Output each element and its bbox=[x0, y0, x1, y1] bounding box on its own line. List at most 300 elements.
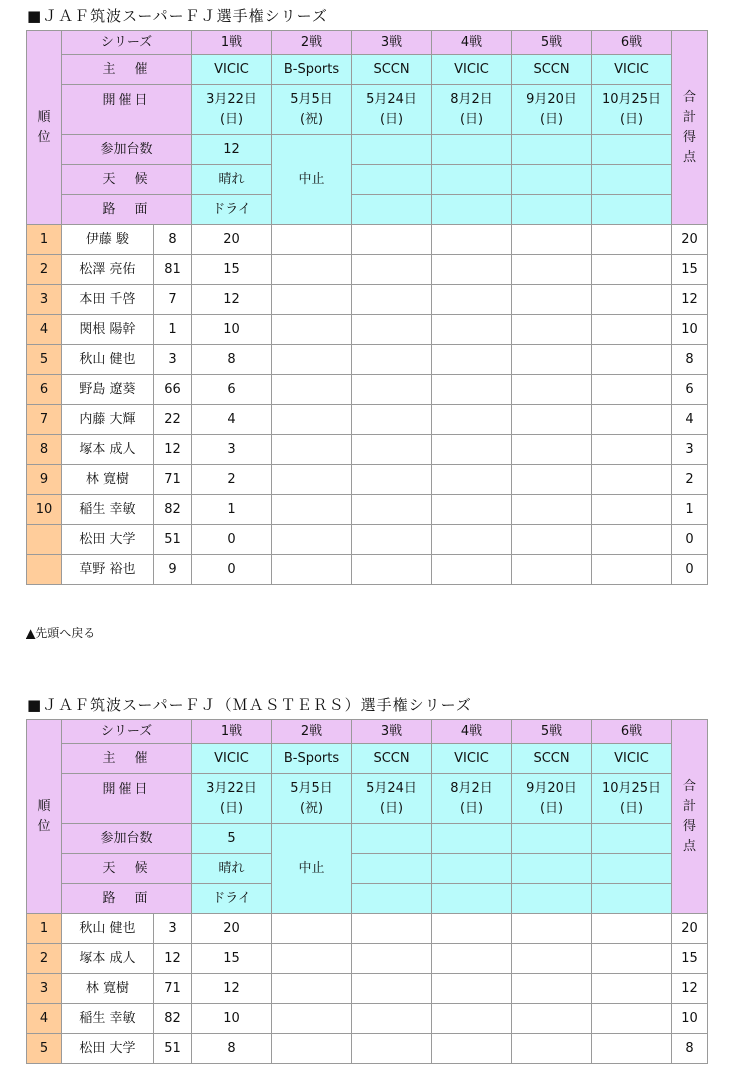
table-row bbox=[27, 914, 708, 944]
round1-points: 0 bbox=[192, 525, 272, 555]
empty-points-cell bbox=[592, 345, 672, 375]
empty-points-cell bbox=[352, 375, 432, 405]
back-to-top-label: 先頭へ戻る bbox=[35, 626, 96, 640]
empty-points-cell bbox=[512, 555, 592, 585]
empty-points-cell bbox=[352, 345, 432, 375]
empty-points-cell bbox=[272, 285, 352, 315]
driver-name: 野島 遼葵 bbox=[62, 375, 154, 405]
round-date-cell bbox=[272, 774, 352, 824]
rank-cell: 5 bbox=[27, 345, 62, 375]
empty-points-cell bbox=[352, 555, 432, 585]
round1-points: 10 bbox=[192, 1004, 272, 1034]
driver-name: 伊藤 駿 bbox=[62, 225, 154, 255]
empty-points-cell bbox=[272, 914, 352, 944]
empty-points-cell bbox=[352, 974, 432, 1004]
round1-surface: ドライ bbox=[192, 884, 272, 914]
driver-name: 内藤 大輝 bbox=[62, 405, 154, 435]
empty-header-cell bbox=[592, 854, 672, 884]
total-points: 12 bbox=[672, 974, 708, 1004]
round1-points: 1 bbox=[192, 495, 272, 525]
table-row bbox=[27, 285, 708, 315]
round-day: (日) bbox=[539, 800, 564, 816]
empty-points-cell bbox=[592, 525, 672, 555]
rank-header-char: 順 bbox=[37, 109, 51, 125]
empty-points-cell bbox=[432, 405, 512, 435]
section-title-super-fj-masters: ■ＪＡＦ筑波スーパーＦＪ（ＭＡＳＴＥＲＳ）選手権シリーズ bbox=[27, 696, 472, 714]
round-organizer: VICIC bbox=[592, 55, 672, 85]
car-number: 8 bbox=[154, 225, 192, 255]
round1-points: 6 bbox=[192, 375, 272, 405]
empty-points-cell bbox=[272, 435, 352, 465]
round-date: 5月24日 bbox=[366, 780, 417, 796]
round1-points: 12 bbox=[192, 974, 272, 1004]
empty-header-cell bbox=[592, 195, 672, 225]
empty-points-cell bbox=[592, 974, 672, 1004]
empty-points-cell bbox=[272, 1004, 352, 1034]
rank-cell: 4 bbox=[27, 315, 62, 345]
table-row bbox=[27, 1034, 708, 1064]
table-row bbox=[27, 944, 708, 974]
empty-points-cell bbox=[512, 1004, 592, 1034]
total-header-char: 得 bbox=[683, 818, 697, 834]
table-row bbox=[27, 525, 708, 555]
total-points: 12 bbox=[672, 285, 708, 315]
weather-label: 天 候 bbox=[62, 854, 192, 884]
driver-name: 林 寛樹 bbox=[62, 974, 154, 1004]
empty-points-cell bbox=[352, 255, 432, 285]
weather-label: 天 候 bbox=[62, 165, 192, 195]
round-name: 4戦 bbox=[432, 720, 512, 744]
empty-points-cell bbox=[592, 465, 672, 495]
rank-cell: 6 bbox=[27, 375, 62, 405]
round-day: (祝) bbox=[299, 800, 324, 816]
empty-points-cell bbox=[512, 345, 592, 375]
round-name: 2戦 bbox=[272, 720, 352, 744]
round-day: (日) bbox=[219, 800, 244, 816]
table-row bbox=[27, 405, 708, 435]
back-to-top-link[interactable] bbox=[26, 624, 95, 641]
total-points: 2 bbox=[672, 465, 708, 495]
table-row bbox=[27, 255, 708, 285]
round-date-cell bbox=[192, 774, 272, 824]
empty-points-cell bbox=[512, 525, 592, 555]
rank-cell: 3 bbox=[27, 285, 62, 315]
round-date: 5月5日 bbox=[290, 91, 333, 107]
driver-name: 林 寛樹 bbox=[62, 465, 154, 495]
round1-points: 3 bbox=[192, 435, 272, 465]
total-points: 10 bbox=[672, 315, 708, 345]
round-organizer: VICIC bbox=[432, 744, 512, 774]
rank-header bbox=[27, 31, 62, 225]
car-number: 71 bbox=[154, 974, 192, 1004]
car-number: 51 bbox=[154, 1034, 192, 1064]
round-date: 10月25日 bbox=[601, 780, 662, 796]
round1-points: 0 bbox=[192, 555, 272, 585]
rank-cell: 9 bbox=[27, 465, 62, 495]
entries-label: 参加台数 bbox=[62, 135, 192, 165]
round-day: (日) bbox=[219, 111, 244, 127]
car-number: 66 bbox=[154, 375, 192, 405]
driver-name: 塚本 成人 bbox=[62, 435, 154, 465]
empty-points-cell bbox=[272, 315, 352, 345]
empty-points-cell bbox=[432, 435, 512, 465]
empty-points-cell bbox=[592, 914, 672, 944]
round1-entries: 12 bbox=[192, 135, 272, 165]
round-organizer: VICIC bbox=[192, 55, 272, 85]
round1-points: 20 bbox=[192, 225, 272, 255]
rank-header-char: 位 bbox=[37, 818, 51, 834]
empty-points-cell bbox=[352, 285, 432, 315]
total-header-char: 計 bbox=[683, 798, 697, 814]
empty-points-cell bbox=[512, 435, 592, 465]
round-organizer: SCCN bbox=[352, 744, 432, 774]
round1-points: 8 bbox=[192, 1034, 272, 1064]
empty-points-cell bbox=[352, 465, 432, 495]
empty-header-cell bbox=[432, 195, 512, 225]
entries-label: 参加台数 bbox=[62, 824, 192, 854]
driver-name: 松澤 亮佑 bbox=[62, 255, 154, 285]
round-date: 8月2日 bbox=[450, 91, 493, 107]
car-number: 82 bbox=[154, 495, 192, 525]
driver-name: 本田 千啓 bbox=[62, 285, 154, 315]
total-header bbox=[672, 31, 708, 225]
empty-points-cell bbox=[432, 315, 512, 345]
round1-points: 2 bbox=[192, 465, 272, 495]
total-points: 20 bbox=[672, 225, 708, 255]
empty-points-cell bbox=[432, 944, 512, 974]
empty-header-cell bbox=[592, 884, 672, 914]
round1-points: 8 bbox=[192, 345, 272, 375]
empty-points-cell bbox=[512, 495, 592, 525]
total-header-char: 点 bbox=[683, 838, 697, 854]
driver-name: 秋山 健也 bbox=[62, 914, 154, 944]
table-row bbox=[27, 375, 708, 405]
empty-header-cell bbox=[352, 195, 432, 225]
empty-points-cell bbox=[432, 974, 512, 1004]
round-date-cell bbox=[352, 85, 432, 135]
car-number: 3 bbox=[154, 345, 192, 375]
empty-points-cell bbox=[432, 345, 512, 375]
empty-header-cell bbox=[512, 884, 592, 914]
rank-cell: 2 bbox=[27, 944, 62, 974]
standings-table-super-fj-masters bbox=[26, 719, 708, 1064]
empty-points-cell bbox=[592, 225, 672, 255]
empty-points-cell bbox=[432, 1004, 512, 1034]
driver-name: 松田 大学 bbox=[62, 525, 154, 555]
rank-cell: 1 bbox=[27, 914, 62, 944]
round-name: 5戦 bbox=[512, 31, 592, 55]
standings-table-super-fj bbox=[26, 30, 708, 585]
empty-points-cell bbox=[352, 1004, 432, 1034]
total-points: 0 bbox=[672, 525, 708, 555]
empty-points-cell bbox=[272, 525, 352, 555]
car-number: 7 bbox=[154, 285, 192, 315]
table-row bbox=[27, 495, 708, 525]
empty-points-cell bbox=[512, 465, 592, 495]
driver-name: 塚本 成人 bbox=[62, 944, 154, 974]
round1-points: 10 bbox=[192, 315, 272, 345]
round-date: 9月20日 bbox=[526, 91, 577, 107]
empty-points-cell bbox=[512, 944, 592, 974]
round-day: (日) bbox=[619, 800, 644, 816]
round-date-cell bbox=[432, 85, 512, 135]
round-date-cell bbox=[512, 85, 592, 135]
empty-points-cell bbox=[352, 525, 432, 555]
round-organizer: VICIC bbox=[592, 744, 672, 774]
driver-name: 関根 陽幹 bbox=[62, 315, 154, 345]
total-points: 15 bbox=[672, 944, 708, 974]
date-label: 開催日 bbox=[62, 85, 192, 135]
round-date-cell bbox=[512, 774, 592, 824]
empty-points-cell bbox=[352, 435, 432, 465]
round-date: 9月20日 bbox=[526, 780, 577, 796]
empty-points-cell bbox=[512, 285, 592, 315]
rank-cell: 4 bbox=[27, 1004, 62, 1034]
empty-points-cell bbox=[592, 495, 672, 525]
empty-points-cell bbox=[512, 315, 592, 345]
round-date-cell bbox=[192, 85, 272, 135]
round1-weather: 晴れ bbox=[192, 854, 272, 884]
empty-points-cell bbox=[592, 285, 672, 315]
empty-header-cell bbox=[432, 165, 512, 195]
empty-points-cell bbox=[432, 285, 512, 315]
round-name: 1戦 bbox=[192, 31, 272, 55]
empty-header-cell bbox=[352, 824, 432, 854]
car-number: 81 bbox=[154, 255, 192, 285]
round1-points: 12 bbox=[192, 285, 272, 315]
car-number: 82 bbox=[154, 1004, 192, 1034]
total-points: 4 bbox=[672, 405, 708, 435]
empty-points-cell bbox=[512, 405, 592, 435]
empty-header-cell bbox=[512, 135, 592, 165]
empty-points-cell bbox=[432, 555, 512, 585]
empty-points-cell bbox=[272, 974, 352, 1004]
empty-header-cell bbox=[592, 135, 672, 165]
total-header-char: 点 bbox=[683, 149, 697, 165]
empty-points-cell bbox=[512, 375, 592, 405]
empty-header-cell bbox=[512, 195, 592, 225]
driver-name: 稲生 幸敏 bbox=[62, 495, 154, 525]
rank-cell: 3 bbox=[27, 974, 62, 1004]
round2-cancelled: 中止 bbox=[272, 135, 352, 225]
empty-points-cell bbox=[592, 405, 672, 435]
empty-header-cell bbox=[432, 135, 512, 165]
total-header-char: 得 bbox=[683, 129, 697, 145]
empty-points-cell bbox=[352, 914, 432, 944]
empty-points-cell bbox=[352, 225, 432, 255]
round1-entries: 5 bbox=[192, 824, 272, 854]
table-row bbox=[27, 225, 708, 255]
empty-points-cell bbox=[592, 375, 672, 405]
total-header-char: 合 bbox=[683, 778, 697, 794]
empty-points-cell bbox=[432, 525, 512, 555]
car-number: 12 bbox=[154, 435, 192, 465]
empty-points-cell bbox=[272, 495, 352, 525]
empty-points-cell bbox=[272, 944, 352, 974]
empty-points-cell bbox=[512, 225, 592, 255]
empty-points-cell bbox=[272, 1034, 352, 1064]
empty-points-cell bbox=[592, 555, 672, 585]
round-name: 4戦 bbox=[432, 31, 512, 55]
total-points: 8 bbox=[672, 345, 708, 375]
empty-header-cell bbox=[592, 165, 672, 195]
empty-points-cell bbox=[432, 1034, 512, 1064]
round-name: 5戦 bbox=[512, 720, 592, 744]
total-header-char: 合 bbox=[683, 89, 697, 105]
empty-points-cell bbox=[272, 465, 352, 495]
empty-header-cell bbox=[512, 854, 592, 884]
surface-label: 路 面 bbox=[62, 195, 192, 225]
rank-header bbox=[27, 720, 62, 914]
car-number: 22 bbox=[154, 405, 192, 435]
empty-points-cell bbox=[352, 944, 432, 974]
empty-header-cell bbox=[352, 165, 432, 195]
organizer-label: 主 催 bbox=[62, 55, 192, 85]
total-points: 0 bbox=[672, 555, 708, 585]
car-number: 1 bbox=[154, 315, 192, 345]
empty-points-cell bbox=[272, 255, 352, 285]
round-date: 10月25日 bbox=[601, 91, 662, 107]
total-points: 10 bbox=[672, 1004, 708, 1034]
rank-cell: 2 bbox=[27, 255, 62, 285]
rank-cell: 8 bbox=[27, 435, 62, 465]
round-day: (日) bbox=[459, 111, 484, 127]
round-organizer: B-Sports bbox=[272, 744, 352, 774]
round-day: (日) bbox=[379, 111, 404, 127]
round-date: 8月2日 bbox=[450, 780, 493, 796]
empty-header-cell bbox=[512, 165, 592, 195]
driver-name: 稲生 幸敏 bbox=[62, 1004, 154, 1034]
empty-points-cell bbox=[272, 345, 352, 375]
surface-label: 路 面 bbox=[62, 884, 192, 914]
series-label: シリーズ bbox=[62, 720, 192, 744]
table-row bbox=[27, 435, 708, 465]
empty-header-cell bbox=[352, 884, 432, 914]
round-organizer: SCCN bbox=[352, 55, 432, 85]
round-day: (祝) bbox=[299, 111, 324, 127]
empty-header-cell bbox=[432, 854, 512, 884]
total-points: 20 bbox=[672, 914, 708, 944]
empty-header-cell bbox=[352, 854, 432, 884]
triangle-up-icon: ▲ bbox=[26, 626, 36, 640]
empty-header-cell bbox=[432, 884, 512, 914]
empty-header-cell bbox=[512, 824, 592, 854]
driver-name: 秋山 健也 bbox=[62, 345, 154, 375]
table-row bbox=[27, 1004, 708, 1034]
empty-points-cell bbox=[352, 495, 432, 525]
total-header-char: 計 bbox=[683, 109, 697, 125]
rank-cell: 1 bbox=[27, 225, 62, 255]
car-number: 71 bbox=[154, 465, 192, 495]
empty-points-cell bbox=[272, 405, 352, 435]
round-day: (日) bbox=[379, 800, 404, 816]
rank-cell bbox=[27, 555, 62, 585]
table-row bbox=[27, 974, 708, 1004]
rank-header-char: 順 bbox=[37, 798, 51, 814]
round-name: 1戦 bbox=[192, 720, 272, 744]
empty-points-cell bbox=[432, 225, 512, 255]
round-organizer: SCCN bbox=[512, 55, 592, 85]
empty-points-cell bbox=[352, 1034, 432, 1064]
round1-points: 20 bbox=[192, 914, 272, 944]
round-date-cell bbox=[432, 774, 512, 824]
total-points: 8 bbox=[672, 1034, 708, 1064]
empty-points-cell bbox=[592, 944, 672, 974]
round-organizer: VICIC bbox=[432, 55, 512, 85]
rank-cell: 10 bbox=[27, 495, 62, 525]
empty-points-cell bbox=[272, 375, 352, 405]
empty-points-cell bbox=[592, 315, 672, 345]
empty-points-cell bbox=[272, 225, 352, 255]
car-number: 51 bbox=[154, 525, 192, 555]
table-row bbox=[27, 315, 708, 345]
total-points: 6 bbox=[672, 375, 708, 405]
driver-name: 松田 大学 bbox=[62, 1034, 154, 1064]
empty-points-cell bbox=[512, 255, 592, 285]
organizer-label: 主 催 bbox=[62, 744, 192, 774]
round-name: 3戦 bbox=[352, 720, 432, 744]
round-date: 5月24日 bbox=[366, 91, 417, 107]
round-organizer: SCCN bbox=[512, 744, 592, 774]
round-date: 5月5日 bbox=[290, 780, 333, 796]
round-name: 6戦 bbox=[592, 31, 672, 55]
total-header bbox=[672, 720, 708, 914]
empty-points-cell bbox=[592, 435, 672, 465]
round-name: 6戦 bbox=[592, 720, 672, 744]
table-row bbox=[27, 465, 708, 495]
empty-points-cell bbox=[352, 405, 432, 435]
empty-points-cell bbox=[432, 465, 512, 495]
empty-points-cell bbox=[352, 315, 432, 345]
round-organizer: B-Sports bbox=[272, 55, 352, 85]
total-points: 15 bbox=[672, 255, 708, 285]
empty-points-cell bbox=[432, 375, 512, 405]
empty-points-cell bbox=[432, 914, 512, 944]
round-day: (日) bbox=[539, 111, 564, 127]
rank-cell: 7 bbox=[27, 405, 62, 435]
empty-points-cell bbox=[592, 1004, 672, 1034]
total-points: 3 bbox=[672, 435, 708, 465]
empty-header-cell bbox=[592, 824, 672, 854]
driver-name: 草野 裕也 bbox=[62, 555, 154, 585]
rank-cell bbox=[27, 525, 62, 555]
empty-points-cell bbox=[512, 914, 592, 944]
table-row bbox=[27, 555, 708, 585]
table-row bbox=[27, 345, 708, 375]
section-title-super-fj: ■ＪＡＦ筑波スーパーＦＪ選手権シリーズ bbox=[27, 7, 328, 25]
series-label: シリーズ bbox=[62, 31, 192, 55]
empty-header-cell bbox=[352, 135, 432, 165]
round-date-cell bbox=[592, 774, 672, 824]
round-date-cell bbox=[592, 85, 672, 135]
empty-points-cell bbox=[432, 255, 512, 285]
car-number: 12 bbox=[154, 944, 192, 974]
round-date: 3月22日 bbox=[206, 91, 257, 107]
round1-points: 15 bbox=[192, 944, 272, 974]
round-name: 3戦 bbox=[352, 31, 432, 55]
empty-points-cell bbox=[512, 1034, 592, 1064]
round-day: (日) bbox=[459, 800, 484, 816]
round-date-cell bbox=[352, 774, 432, 824]
round1-points: 4 bbox=[192, 405, 272, 435]
empty-points-cell bbox=[432, 495, 512, 525]
round1-weather: 晴れ bbox=[192, 165, 272, 195]
total-points: 1 bbox=[672, 495, 708, 525]
round-date-cell bbox=[272, 85, 352, 135]
empty-points-cell bbox=[592, 1034, 672, 1064]
car-number: 3 bbox=[154, 914, 192, 944]
empty-points-cell bbox=[592, 255, 672, 285]
